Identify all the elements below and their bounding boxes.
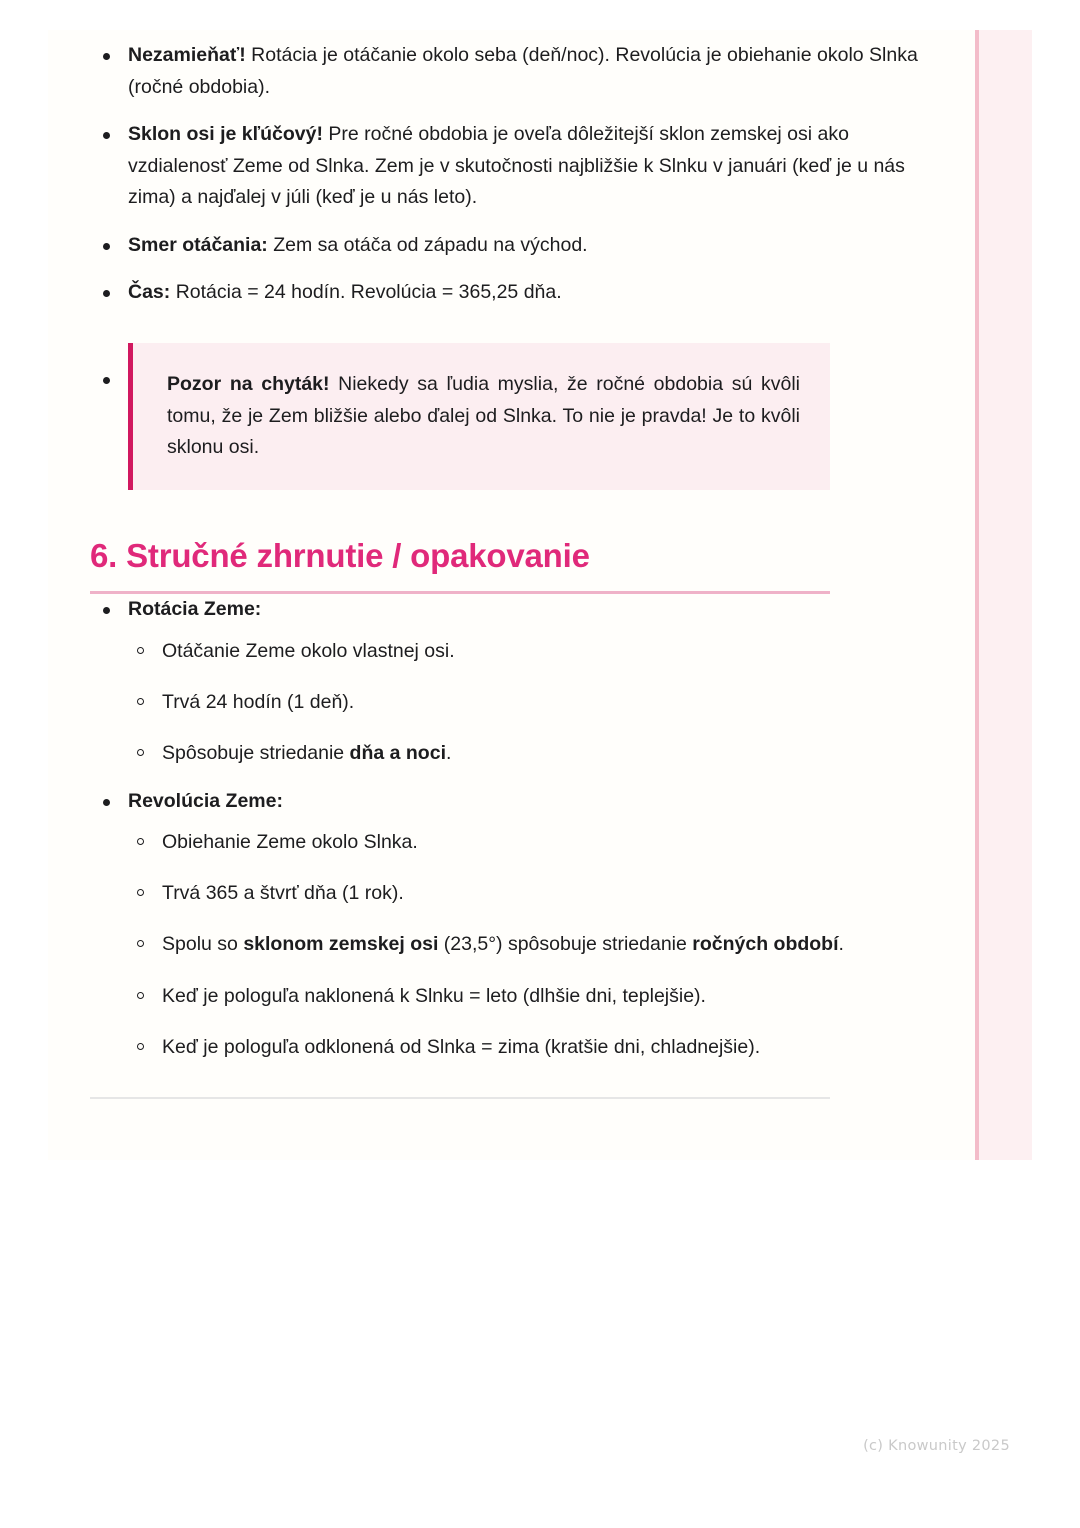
summary-sub-item	[128, 878, 935, 909]
summary-text: Otáčanie Zeme okolo vlastnej osi.	[162, 639, 455, 662]
bullet-body: Rotácia = 24 hodín. Revolúcia = 365,25 dňa.	[170, 281, 562, 304]
bullet-lead: Čas:	[128, 281, 171, 304]
section-bottom-divider	[90, 1097, 830, 1099]
bullet-lead: Sklon osi je kľúčový!	[128, 123, 323, 146]
summary-group	[90, 594, 935, 769]
intro-bullet-item	[90, 40, 935, 103]
page-content	[90, 40, 935, 1099]
summary-text: Keď je pologuľa naklonená k Slnku = leto (dlhšie dni, teplejšie).	[162, 984, 706, 1007]
callout-lead: Pozor na chyták!	[167, 373, 330, 396]
section-heading: 6. Stručné zhrnutie / opakovanie	[90, 536, 590, 574]
intro-bullet-list	[90, 40, 935, 309]
summary-text: Obiehanie Zeme okolo Slnka.	[162, 831, 418, 854]
summary-sub-item	[128, 929, 935, 960]
intro-bullet-item	[90, 119, 935, 214]
summary-emphasis: dňa a noci	[349, 742, 446, 765]
summary-text: Keď je pologuľa odklonená od Slnka = zima (kratšie dni, chladnejšie).	[162, 1035, 761, 1058]
summary-group-heading: Rotácia Zeme:	[128, 598, 262, 621]
summary-group-heading: Revolúcia Zeme:	[128, 789, 283, 812]
summary-sub-item	[128, 981, 935, 1012]
summary-text: .	[445, 742, 452, 765]
document-page-card	[48, 30, 1032, 1160]
summary-sub-item	[128, 738, 935, 769]
copyright-watermark: (c) Knowunity 2025	[863, 1438, 1010, 1454]
summary-sub-item	[128, 827, 935, 858]
callout-text	[167, 369, 800, 464]
summary-text: .	[838, 933, 844, 956]
summary-sub-list	[128, 827, 935, 1063]
page-margin-strip	[979, 30, 1032, 1160]
summary-text: Trvá 24 hodín (1 deň).	[162, 691, 355, 714]
intro-bullet-item	[90, 230, 935, 262]
callout-list-item	[90, 343, 935, 490]
summary-text: Trvá 365 a štvrť dňa (1 rok).	[162, 882, 404, 905]
summary-emphasis: ročných období	[692, 933, 839, 956]
intro-bullet-item	[90, 277, 935, 309]
summary-text: Spôsobuje striedanie	[162, 742, 350, 765]
summary-sub-item	[128, 636, 935, 667]
bullet-body: Rotácia je otáčanie okolo seba (deň/noc). Revolúcia je obiehanie okolo Slnka (ročné obdobia).	[128, 44, 918, 98]
callout-body: Niekedy sa ľudia myslia, že ročné obdobia sú kvôli tomu, že je Zem bližšie alebo ďalej od Slnka. To nie je pravda! Je to kvôli sklonu osi.	[167, 373, 800, 459]
summary-sub-list	[128, 636, 935, 770]
summary-emphasis: sklonom zemskej osi	[243, 933, 439, 956]
bullet-lead: Nezamieňať!	[128, 44, 246, 66]
summary-sub-item	[128, 687, 935, 718]
summary-group	[90, 786, 935, 1064]
bullet-body: Zem sa otáča od západu na východ.	[267, 233, 588, 256]
summary-group-list	[90, 594, 935, 1063]
summary-section	[90, 536, 935, 1099]
summary-text: Spolu so	[162, 933, 244, 956]
callout-bullet-list	[90, 343, 935, 490]
warning-callout	[128, 343, 830, 490]
bullet-body: Pre ročné obdobia je oveľa dôležitejší sklon zemskej osi ako vzdialenosť Zeme od Slnka. Zem je v skutočnosti najbližšie k Slnku v januári (keď je u nás zima) a najďalej v júli (keď je u nás leto).	[128, 123, 905, 209]
summary-sub-item	[128, 1032, 935, 1063]
summary-text: (23,5°) spôsobuje striedanie	[438, 933, 693, 956]
bullet-lead: Smer otáčania:	[128, 233, 268, 256]
